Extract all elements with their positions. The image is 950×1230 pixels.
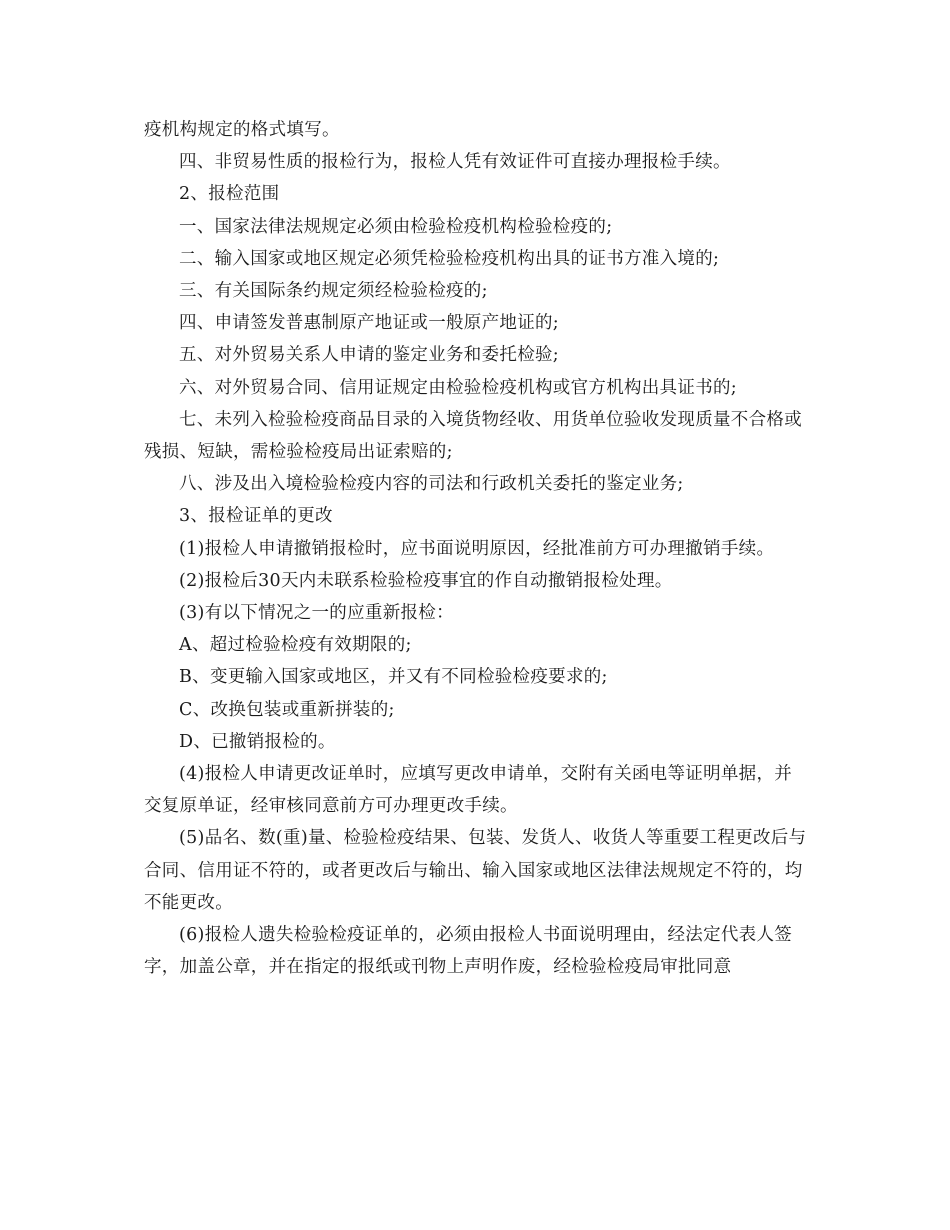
re-inspection-case-a: A、超过检验检疫有效期限的; bbox=[179, 635, 412, 656]
change-rule-3: (3)有以下情况之一的应重新报检： bbox=[179, 603, 454, 624]
change-rule-2: (2)报检后30天内未联系检验检疫事宜的作自动撤销报检处理。 bbox=[179, 570, 673, 591]
section-heading-inspection-scope: 2、报检范围 bbox=[179, 184, 280, 205]
re-inspection-case-b: B、变更输入国家或地区，并又有不同检验检疫要求的; bbox=[179, 667, 608, 688]
scope-item-4: 四、申请签发普惠制原产地证或一般原产地证的; bbox=[179, 313, 559, 334]
scope-item-3: 三、有关国际条约规定须经检验检疫的; bbox=[179, 281, 488, 302]
document-body bbox=[144, 114, 808, 983]
change-rule-1: (1)报检人申请撤销报检时，应书面说明原因，经批准前方可办理撤销手续。 bbox=[179, 538, 775, 559]
scope-item-8: 八、涉及出入境检验检疫内容的司法和行政机关委托的鉴定业务; bbox=[179, 474, 684, 495]
change-rule-5: (5)品名、数(重)量、检验检疫结果、包装、发货人、收货人等重要工程更改后与合同、信用证不符的，或者更改后与输出、输入国家或地区法律法规规定不符的，均不能更改。 bbox=[144, 828, 807, 913]
re-inspection-case-c: C、改换包装或重新拼装的; bbox=[179, 699, 395, 720]
scope-item-5: 五、对外贸易关系人申请的鉴定业务和委托检验; bbox=[179, 345, 559, 366]
paragraph-continuation: 疫机构规定的格式填写。 bbox=[144, 120, 340, 140]
change-rule-6: (6)报检人遗失检验检疫证单的，必须由报检人书面说明理由，经法定代表人签字，加盖公章，并在指定的报纸或刊物上声明作废，经检验检疫局审批同意 bbox=[144, 925, 793, 978]
scope-item-7: 七、未列入检验检疫商品目录的入境货物经收、用货单位验收发现质量不合格或残损、短缺，需检验检疫局出证索赔的; bbox=[144, 409, 802, 463]
scope-item-2: 二、输入国家或地区规定必须凭检验检疫机构出具的证书方准入境的; bbox=[179, 248, 720, 269]
re-inspection-case-d: D、已撤销报检的。 bbox=[179, 731, 336, 752]
paragraph-non-trade-inspection: 四、非贸易性质的报检行为，报检人凭有效证件可直接办理报检手续。 bbox=[179, 152, 731, 173]
scope-item-1: 一、国家法律法规规定必须由检验检疫机构检验检疫的; bbox=[179, 216, 613, 237]
scope-item-6: 六、对外贸易合同、信用证规定由检验检疫机构或官方机构出具证书的; bbox=[179, 377, 737, 398]
change-rule-4: (4)报检人申请更改证单时，应填写更改申请单，交附有关函电等证明单据，并交复原单证，经审核同意前方可办理更改手续。 bbox=[144, 764, 793, 817]
section-heading-certificate-changes: 3、报检证单的更改 bbox=[179, 506, 333, 527]
